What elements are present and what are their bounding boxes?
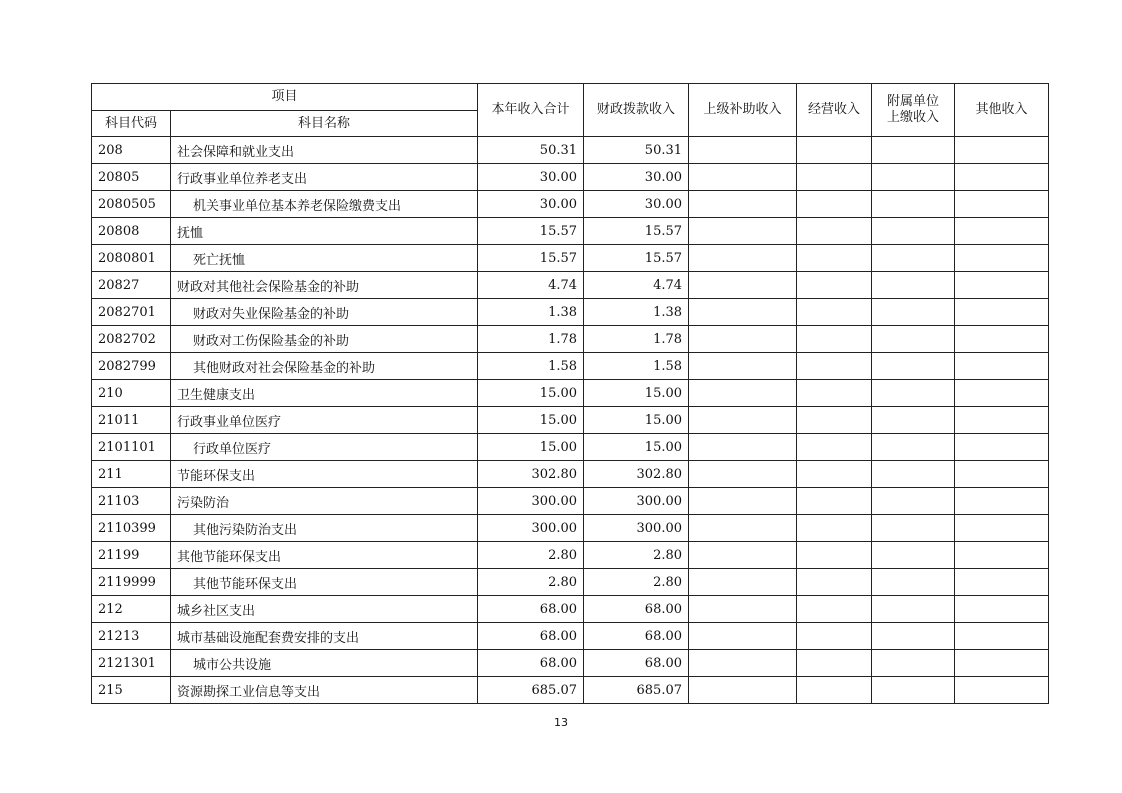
operating-income-cell bbox=[797, 461, 872, 488]
subject-code-cell: 215 bbox=[92, 677, 171, 704]
operating-income-cell bbox=[797, 164, 872, 191]
subject-code-cell: 2080801 bbox=[92, 245, 171, 272]
budget-income-table bbox=[91, 83, 1049, 704]
total-income-cell: 15.00 bbox=[478, 434, 584, 461]
fiscal-appropriation-cell: 302.80 bbox=[584, 461, 689, 488]
superior-subsidy-cell bbox=[689, 623, 797, 650]
fiscal-appropriation-cell: 68.00 bbox=[584, 596, 689, 623]
superior-subsidy-cell bbox=[689, 218, 797, 245]
superior-subsidy-cell bbox=[689, 569, 797, 596]
header-subject-name: 科目名称 bbox=[171, 111, 478, 137]
total-income-cell: 68.00 bbox=[478, 623, 584, 650]
subject-code-cell: 20808 bbox=[92, 218, 171, 245]
table-row bbox=[92, 164, 1049, 191]
affiliated-income-cell bbox=[872, 677, 955, 704]
fiscal-appropriation-cell: 50.31 bbox=[584, 137, 689, 164]
table-row bbox=[92, 623, 1049, 650]
table-row bbox=[92, 650, 1049, 677]
superior-subsidy-cell bbox=[689, 299, 797, 326]
total-income-cell: 15.57 bbox=[478, 245, 584, 272]
total-income-cell: 4.74 bbox=[478, 272, 584, 299]
subject-name-cell: 行政事业单位养老支出 bbox=[171, 164, 478, 191]
subject-name-cell: 行政事业单位医疗 bbox=[171, 407, 478, 434]
other-income-cell bbox=[955, 326, 1049, 353]
fiscal-appropriation-cell: 15.57 bbox=[584, 245, 689, 272]
affiliated-income-cell bbox=[872, 137, 955, 164]
table-row bbox=[92, 137, 1049, 164]
header-group-project: 项目 bbox=[92, 84, 478, 111]
subject-name-cell: 其他节能环保支出 bbox=[171, 569, 478, 596]
table-row bbox=[92, 542, 1049, 569]
superior-subsidy-cell bbox=[689, 191, 797, 218]
subject-name-cell: 财政对失业保险基金的补助 bbox=[171, 299, 478, 326]
total-income-cell: 2.80 bbox=[478, 542, 584, 569]
affiliated-income-cell bbox=[872, 434, 955, 461]
subject-name-cell: 社会保障和就业支出 bbox=[171, 137, 478, 164]
subject-name-cell: 其他财政对社会保险基金的补助 bbox=[171, 353, 478, 380]
subject-name-cell: 城市基础设施配套费安排的支出 bbox=[171, 623, 478, 650]
table-row bbox=[92, 326, 1049, 353]
total-income-cell: 30.00 bbox=[478, 191, 584, 218]
table-row bbox=[92, 299, 1049, 326]
subject-code-cell: 20805 bbox=[92, 164, 171, 191]
subject-code-cell: 211 bbox=[92, 461, 171, 488]
fiscal-appropriation-cell: 300.00 bbox=[584, 488, 689, 515]
operating-income-cell bbox=[797, 488, 872, 515]
total-income-cell: 2.80 bbox=[478, 569, 584, 596]
header-affiliated-line2: 上缴收入 bbox=[887, 110, 940, 125]
subject-name-cell: 财政对其他社会保险基金的补助 bbox=[171, 272, 478, 299]
affiliated-income-cell bbox=[872, 569, 955, 596]
fiscal-appropriation-cell: 1.78 bbox=[584, 326, 689, 353]
subject-name-cell: 资源勘探工业信息等支出 bbox=[171, 677, 478, 704]
affiliated-income-cell bbox=[872, 650, 955, 677]
total-income-cell: 1.58 bbox=[478, 353, 584, 380]
affiliated-income-cell bbox=[872, 245, 955, 272]
subject-name-cell: 城市公共设施 bbox=[171, 650, 478, 677]
table-row bbox=[92, 677, 1049, 704]
operating-income-cell bbox=[797, 677, 872, 704]
operating-income-cell bbox=[797, 569, 872, 596]
other-income-cell bbox=[955, 542, 1049, 569]
subject-code-cell: 21199 bbox=[92, 542, 171, 569]
operating-income-cell bbox=[797, 434, 872, 461]
other-income-cell bbox=[955, 677, 1049, 704]
operating-income-cell bbox=[797, 272, 872, 299]
subject-name-cell: 机关事业单位基本养老保险缴费支出 bbox=[171, 191, 478, 218]
fiscal-appropriation-cell: 2.80 bbox=[584, 569, 689, 596]
fiscal-appropriation-cell: 300.00 bbox=[584, 515, 689, 542]
total-income-cell: 685.07 bbox=[478, 677, 584, 704]
affiliated-income-cell bbox=[872, 515, 955, 542]
header-superior-subsidy: 上级补助收入 bbox=[689, 84, 797, 137]
superior-subsidy-cell bbox=[689, 272, 797, 299]
affiliated-income-cell bbox=[872, 164, 955, 191]
other-income-cell bbox=[955, 191, 1049, 218]
operating-income-cell bbox=[797, 137, 872, 164]
total-income-cell: 1.78 bbox=[478, 326, 584, 353]
superior-subsidy-cell bbox=[689, 434, 797, 461]
fiscal-appropriation-cell: 4.74 bbox=[584, 272, 689, 299]
subject-code-cell: 21011 bbox=[92, 407, 171, 434]
operating-income-cell bbox=[797, 191, 872, 218]
table-row bbox=[92, 515, 1049, 542]
superior-subsidy-cell bbox=[689, 488, 797, 515]
superior-subsidy-cell bbox=[689, 596, 797, 623]
table-row bbox=[92, 272, 1049, 299]
subject-name-cell: 其他节能环保支出 bbox=[171, 542, 478, 569]
operating-income-cell bbox=[797, 596, 872, 623]
header-total-income: 本年收入合计 bbox=[478, 84, 584, 137]
superior-subsidy-cell bbox=[689, 380, 797, 407]
operating-income-cell bbox=[797, 245, 872, 272]
affiliated-income-cell bbox=[872, 299, 955, 326]
superior-subsidy-cell bbox=[689, 137, 797, 164]
header-operating-income: 经营收入 bbox=[797, 84, 872, 137]
table-row bbox=[92, 596, 1049, 623]
subject-name-cell: 污染防治 bbox=[171, 488, 478, 515]
table-row bbox=[92, 353, 1049, 380]
subject-code-cell: 2101101 bbox=[92, 434, 171, 461]
total-income-cell: 300.00 bbox=[478, 515, 584, 542]
fiscal-appropriation-cell: 1.58 bbox=[584, 353, 689, 380]
superior-subsidy-cell bbox=[689, 515, 797, 542]
subject-code-cell: 2110399 bbox=[92, 515, 171, 542]
fiscal-appropriation-cell: 2.80 bbox=[584, 542, 689, 569]
table-header bbox=[92, 84, 1049, 137]
total-income-cell: 68.00 bbox=[478, 650, 584, 677]
other-income-cell bbox=[955, 515, 1049, 542]
superior-subsidy-cell bbox=[689, 407, 797, 434]
total-income-cell: 15.00 bbox=[478, 407, 584, 434]
table-row bbox=[92, 407, 1049, 434]
other-income-cell bbox=[955, 407, 1049, 434]
fiscal-appropriation-cell: 1.38 bbox=[584, 299, 689, 326]
total-income-cell: 300.00 bbox=[478, 488, 584, 515]
affiliated-income-cell bbox=[872, 272, 955, 299]
subject-code-cell: 2119999 bbox=[92, 569, 171, 596]
fiscal-appropriation-cell: 15.00 bbox=[584, 407, 689, 434]
subject-code-cell: 2082701 bbox=[92, 299, 171, 326]
superior-subsidy-cell bbox=[689, 542, 797, 569]
operating-income-cell bbox=[797, 650, 872, 677]
other-income-cell bbox=[955, 434, 1049, 461]
operating-income-cell bbox=[797, 353, 872, 380]
fiscal-appropriation-cell: 15.00 bbox=[584, 380, 689, 407]
total-income-cell: 68.00 bbox=[478, 596, 584, 623]
other-income-cell bbox=[955, 488, 1049, 515]
other-income-cell bbox=[955, 569, 1049, 596]
fiscal-appropriation-cell: 15.00 bbox=[584, 434, 689, 461]
subject-code-cell: 2121301 bbox=[92, 650, 171, 677]
table-row bbox=[92, 461, 1049, 488]
affiliated-income-cell bbox=[872, 380, 955, 407]
fiscal-appropriation-cell: 30.00 bbox=[584, 191, 689, 218]
other-income-cell bbox=[955, 218, 1049, 245]
subject-code-cell: 2082702 bbox=[92, 326, 171, 353]
subject-code-cell: 212 bbox=[92, 596, 171, 623]
page-number: 13 bbox=[554, 716, 568, 729]
superior-subsidy-cell bbox=[689, 164, 797, 191]
other-income-cell bbox=[955, 353, 1049, 380]
table-row bbox=[92, 380, 1049, 407]
subject-code-cell: 21213 bbox=[92, 623, 171, 650]
affiliated-income-cell bbox=[872, 542, 955, 569]
superior-subsidy-cell bbox=[689, 461, 797, 488]
operating-income-cell bbox=[797, 623, 872, 650]
table-row bbox=[92, 245, 1049, 272]
subject-name-cell: 死亡抚恤 bbox=[171, 245, 478, 272]
table-row bbox=[92, 218, 1049, 245]
subject-code-cell: 2080505 bbox=[92, 191, 171, 218]
total-income-cell: 1.38 bbox=[478, 299, 584, 326]
affiliated-income-cell bbox=[872, 623, 955, 650]
other-income-cell bbox=[955, 461, 1049, 488]
other-income-cell bbox=[955, 164, 1049, 191]
affiliated-income-cell bbox=[872, 191, 955, 218]
operating-income-cell bbox=[797, 326, 872, 353]
subject-name-cell: 财政对工伤保险基金的补助 bbox=[171, 326, 478, 353]
superior-subsidy-cell bbox=[689, 353, 797, 380]
total-income-cell: 15.00 bbox=[478, 380, 584, 407]
other-income-cell bbox=[955, 245, 1049, 272]
other-income-cell bbox=[955, 623, 1049, 650]
subject-name-cell: 抚恤 bbox=[171, 218, 478, 245]
subject-name-cell: 卫生健康支出 bbox=[171, 380, 478, 407]
superior-subsidy-cell bbox=[689, 650, 797, 677]
subject-name-cell: 节能环保支出 bbox=[171, 461, 478, 488]
affiliated-income-cell bbox=[872, 488, 955, 515]
table-row bbox=[92, 488, 1049, 515]
header-affiliated-line1: 附属单位 bbox=[887, 94, 940, 109]
table-row bbox=[92, 191, 1049, 218]
table-row bbox=[92, 569, 1049, 596]
operating-income-cell bbox=[797, 218, 872, 245]
operating-income-cell bbox=[797, 299, 872, 326]
other-income-cell bbox=[955, 596, 1049, 623]
fiscal-appropriation-cell: 15.57 bbox=[584, 218, 689, 245]
total-income-cell: 15.57 bbox=[478, 218, 584, 245]
header-affiliated-income bbox=[872, 84, 955, 137]
subject-name-cell: 其他污染防治支出 bbox=[171, 515, 478, 542]
other-income-cell bbox=[955, 650, 1049, 677]
operating-income-cell bbox=[797, 542, 872, 569]
header-subject-code: 科目代码 bbox=[92, 111, 171, 137]
table-body bbox=[92, 137, 1049, 704]
total-income-cell: 302.80 bbox=[478, 461, 584, 488]
affiliated-income-cell bbox=[872, 407, 955, 434]
operating-income-cell bbox=[797, 407, 872, 434]
fiscal-appropriation-cell: 68.00 bbox=[584, 650, 689, 677]
header-fiscal-appropriation: 财政拨款收入 bbox=[584, 84, 689, 137]
affiliated-income-cell bbox=[872, 461, 955, 488]
other-income-cell bbox=[955, 272, 1049, 299]
operating-income-cell bbox=[797, 380, 872, 407]
affiliated-income-cell bbox=[872, 326, 955, 353]
total-income-cell: 30.00 bbox=[478, 164, 584, 191]
affiliated-income-cell bbox=[872, 218, 955, 245]
subject-code-cell: 2082799 bbox=[92, 353, 171, 380]
subject-code-cell: 210 bbox=[92, 380, 171, 407]
fiscal-appropriation-cell: 30.00 bbox=[584, 164, 689, 191]
affiliated-income-cell bbox=[872, 353, 955, 380]
subject-code-cell: 208 bbox=[92, 137, 171, 164]
superior-subsidy-cell bbox=[689, 326, 797, 353]
subject-name-cell: 行政单位医疗 bbox=[171, 434, 478, 461]
operating-income-cell bbox=[797, 515, 872, 542]
fiscal-appropriation-cell: 68.00 bbox=[584, 623, 689, 650]
total-income-cell: 50.31 bbox=[478, 137, 584, 164]
affiliated-income-cell bbox=[872, 596, 955, 623]
fiscal-appropriation-cell: 685.07 bbox=[584, 677, 689, 704]
superior-subsidy-cell bbox=[689, 245, 797, 272]
table-row bbox=[92, 434, 1049, 461]
other-income-cell bbox=[955, 380, 1049, 407]
subject-code-cell: 20827 bbox=[92, 272, 171, 299]
subject-name-cell: 城乡社区支出 bbox=[171, 596, 478, 623]
subject-code-cell: 21103 bbox=[92, 488, 171, 515]
other-income-cell bbox=[955, 299, 1049, 326]
superior-subsidy-cell bbox=[689, 677, 797, 704]
other-income-cell bbox=[955, 137, 1049, 164]
header-other-income: 其他收入 bbox=[955, 84, 1049, 137]
